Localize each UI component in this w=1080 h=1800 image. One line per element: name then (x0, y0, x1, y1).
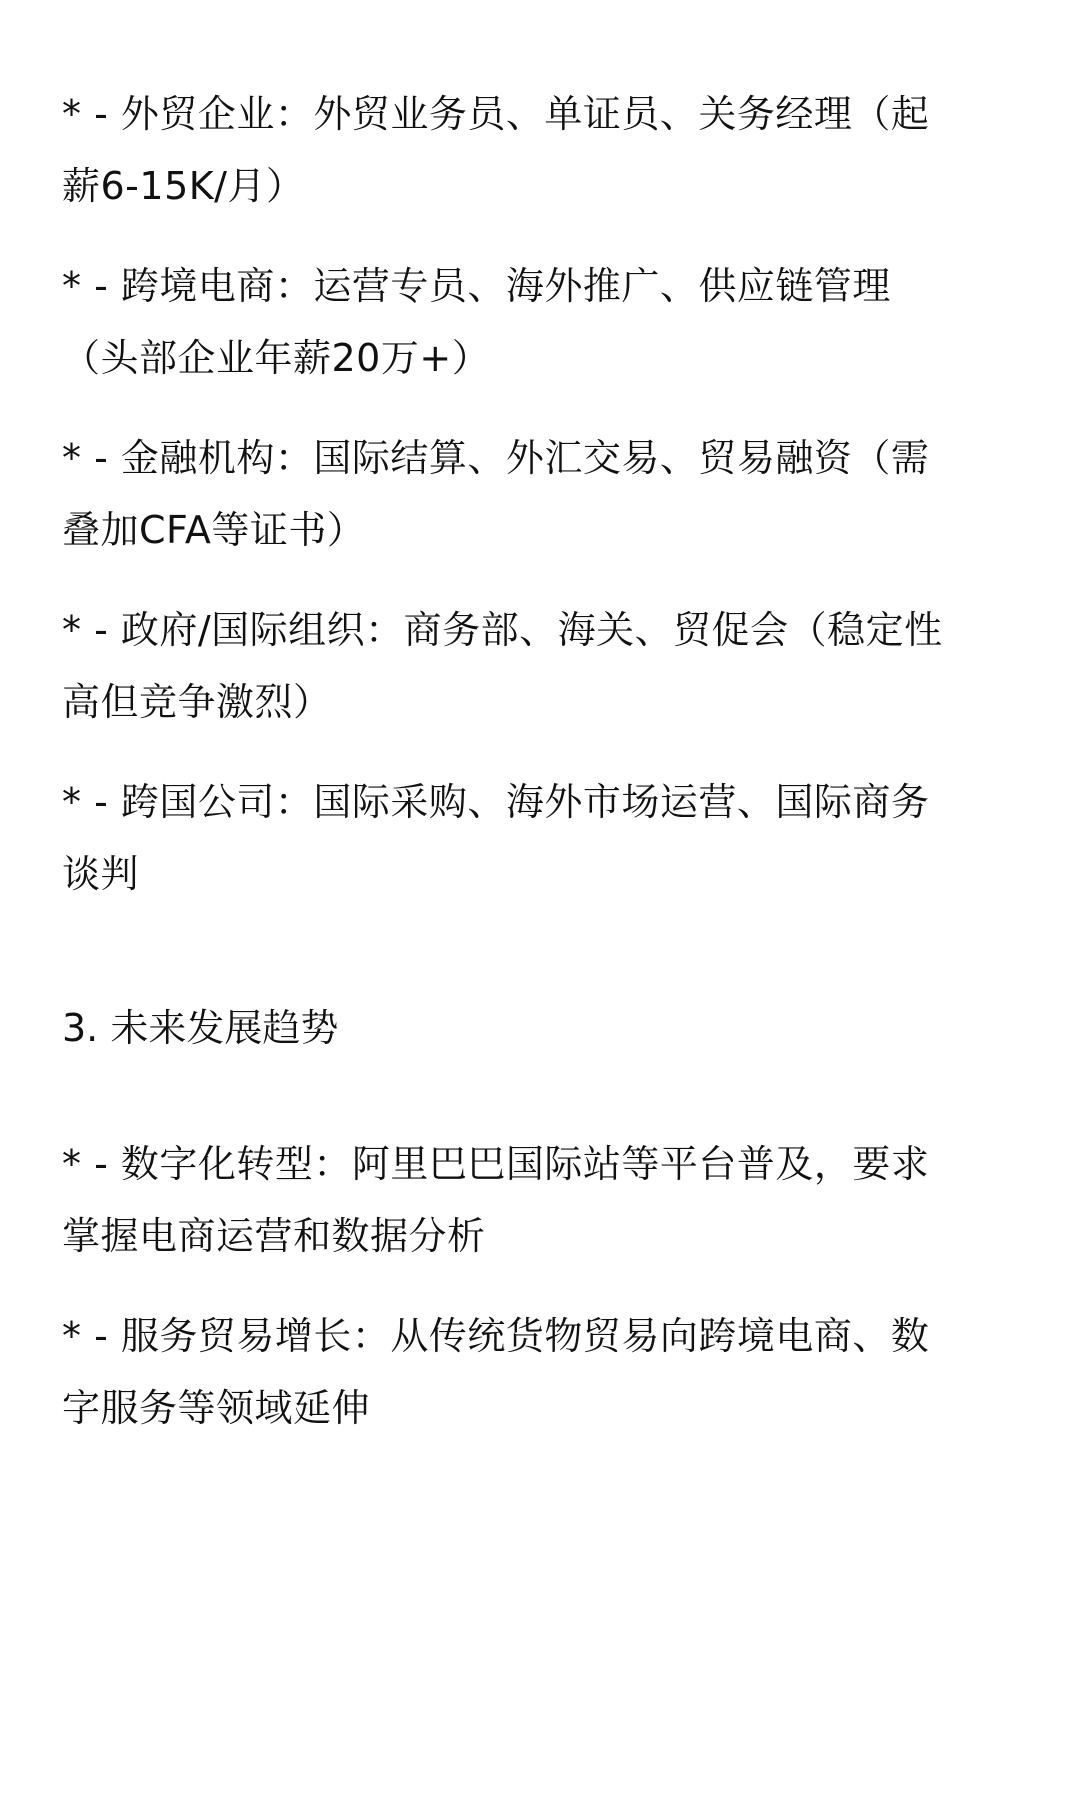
list-item-line: * - 金融机构：国际结算、外汇交易、贸易融资（需 (62, 436, 930, 480)
list-item-line: 字服务等领域延伸 (62, 1386, 371, 1430)
list-item-line: （头部企业年薪20万+） (62, 336, 491, 380)
list-item (62, 250, 1022, 394)
list-item-line: 薪6-15K/月） (62, 164, 305, 208)
list-item (62, 1128, 1022, 1272)
list-item (62, 766, 1022, 910)
list-item-line: * - 外贸企业：外贸业务员、单证员、关务经理（起 (62, 92, 930, 136)
list-item (62, 78, 1022, 222)
list-item-line: * - 跨国公司：国际采购、海外市场运营、国际商务 (62, 780, 930, 824)
list-item-line: * - 服务贸易增长：从传统货物贸易向跨境电商、数 (62, 1314, 930, 1358)
list-item-line: * - 政府/国际组织：商务部、海关、贸促会（稳定性 (62, 608, 943, 652)
section-spacer (62, 938, 1022, 992)
list-item (62, 422, 1022, 566)
document-body (62, 78, 1022, 1472)
list-item-line: 高但竞争激烈） (62, 680, 332, 724)
list-item-line: 掌握电商运营和数据分析 (62, 1214, 486, 1258)
list-item-line: * - 跨境电商：运营专员、海外推广、供应链管理 (62, 264, 891, 308)
list-item (62, 1300, 1022, 1444)
list-item (62, 594, 1022, 738)
list-item-line: * - 数字化转型：阿里巴巴国际站等平台普及，要求 (62, 1142, 930, 1186)
list-item-line: 叠加CFA等证书） (62, 508, 366, 552)
list-item-line: 谈判 (62, 852, 140, 896)
section-heading: 3. 未来发展趋势 (62, 1006, 339, 1050)
